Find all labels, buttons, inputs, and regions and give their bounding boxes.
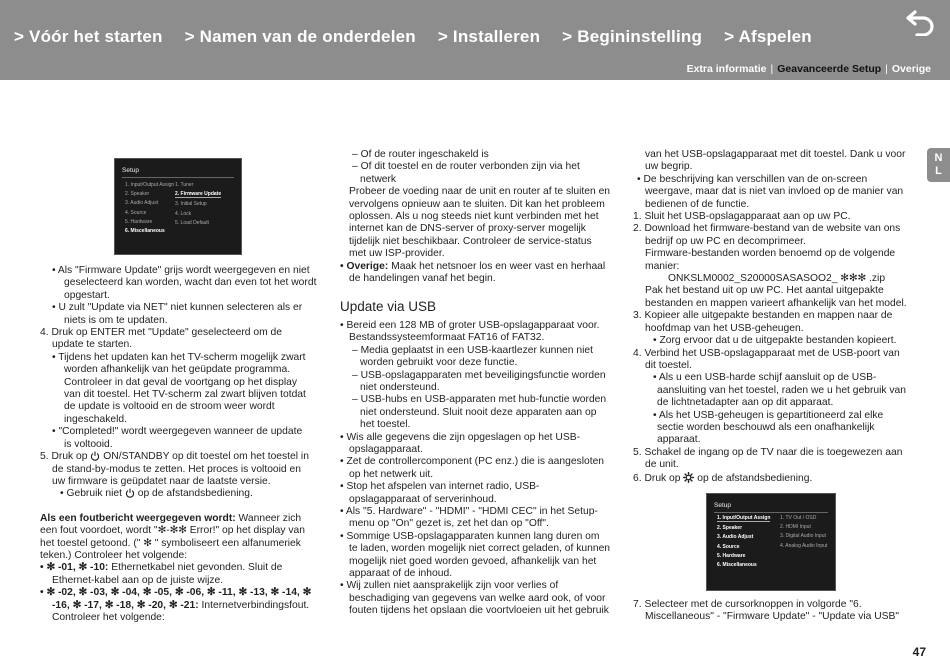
- text-line: menu op "On" gezet is, zet het dan op "Off".: [349, 518, 549, 530]
- text-fragment: ON/STANDBY op dit toestel om het toestel in: [103, 451, 309, 463]
- text-fragment: op de afstandsbediening.: [697, 472, 813, 484]
- text-line: Miscellaneous" - "Firmware Update" - "Update via USB": [645, 611, 900, 623]
- text-line: de handelingen vanaf het begin.: [349, 273, 496, 285]
- text-line: • Wij zullen niet aansprakelijk zijn voor verlies of: [340, 580, 559, 592]
- menu-item: 5. Hardware: [717, 552, 746, 559]
- text-line: te laden, worden mogelijk niet correct geladen, of kunnen: [349, 543, 611, 555]
- text-line: 4. Druk op ENTER met "Update" geselecteerd om de: [40, 327, 282, 339]
- spacer: [40, 501, 314, 513]
- text-line: van het USB-opslagapparaat met dit toestel. Dank u voor: [645, 149, 906, 160]
- subnav-other[interactable]: Overige: [891, 63, 931, 75]
- language-tab: [927, 148, 950, 182]
- text-line: Pak het bestand uit op uw PC. Het aantal uitgepakte: [645, 285, 884, 297]
- text-line: • Als het USB-geheugen is gepartitioneerd zal elke: [653, 409, 884, 421]
- text-fragment: Ethernetkabel niet gevonden. Sluit de: [108, 562, 283, 574]
- text-line: het toestel.: [360, 419, 411, 431]
- text-line: bedrijf op uw PC en decomprimeer.: [645, 235, 806, 247]
- column-middle: [340, 149, 614, 618]
- text-line: • Als "5. Hardware" - "HDMI" - "HDMI CEC" in het Setup-: [340, 505, 598, 517]
- text-line: 7. Selecteer met de cursorknoppen in volgorde "6.: [633, 599, 862, 610]
- nav-link-before-start[interactable]: > Vóór het starten: [14, 27, 163, 46]
- text-line: [40, 513, 314, 525]
- other-label: • Overige:: [340, 260, 389, 272]
- menu-item: 1. Tuner: [175, 182, 194, 188]
- gear-icon: [683, 472, 694, 483]
- menu-item: 2. HDMI Input: [780, 524, 811, 531]
- text-line: • Sommige USB-opslagapparaten kunnen lang duren om: [340, 530, 600, 542]
- text-line: dit toestel.: [645, 359, 692, 371]
- page-number: 47: [912, 645, 926, 659]
- text-line: manier:: [645, 260, 680, 272]
- text-line: Controleer in dat geval de voortgang op het display: [64, 376, 297, 388]
- text-line: bedienen of de functie.: [645, 198, 750, 210]
- text-line: 4. Verbind het USB-opslagapparaat met de USB-poort van: [633, 347, 900, 359]
- subnav-extra-info[interactable]: Extra informatie: [686, 63, 767, 75]
- text-line: • Als u een USB-harde schijf aansluit op de USB-: [653, 372, 877, 384]
- text-line: 1. Sluit het USB-opslagapparaat aan op uw PC.: [633, 211, 851, 223]
- menu-item: 6. Miscellaneous: [717, 561, 757, 568]
- text-fragment: • Gebruik niet: [60, 488, 122, 500]
- text-line: update te starten.: [52, 339, 133, 351]
- nav-link-install[interactable]: > Installeren: [437, 27, 541, 46]
- menu-item: 3. Audio Adjust: [125, 200, 159, 207]
- text-line: netwerk: [360, 173, 397, 185]
- subnav-separator: |: [885, 63, 888, 75]
- menu-item: 2. Speaker: [717, 525, 743, 532]
- text-line: de stand-by-modus te zetten. Het proces is voltooid en: [52, 463, 301, 475]
- divider: [714, 512, 828, 513]
- text-line: Controleer het volgende:: [52, 611, 165, 623]
- text-line: oplossen. Als u nog steeds niet kunt verbinden met het: [349, 211, 599, 223]
- text-line: • Stop het afspelen van internet radio, USB-: [340, 481, 540, 493]
- menu-item: 2. Speaker: [125, 191, 150, 198]
- setup-title: Setup: [122, 167, 139, 174]
- text-line: [340, 261, 614, 273]
- text-line: aansluiting van het toestel, raden we u het gebruik van: [657, 384, 907, 396]
- text-line: mogelijk niet goed worden gevoed, afhankelijk van het: [349, 555, 597, 567]
- text-line: fouten tijdens het opslaan die voortvloeien uit het gebruik: [349, 605, 609, 617]
- text-line: het toestel getoond. (" ✻ " symboliseert een alfanumeriek: [40, 537, 301, 549]
- text-line: • ✻ -02, ✻ -03, ✻ -04, ✻ -05, ✻ -06, ✻ -11, ✻ -13, ✻ -14, ✻: [40, 587, 312, 599]
- text-line: worden afhankelijk van het geüpdate programma.: [64, 364, 291, 376]
- text-fragment: Maak het netsnoer los en weer vast en herhaal: [388, 260, 606, 272]
- text-line: de lichtnetadapter aan op dit apparaat.: [657, 397, 834, 409]
- text-line: met uw ISP-provider.: [349, 248, 445, 260]
- text-line: niets is om te updaten.: [64, 314, 168, 326]
- menu-item: 4. Analog Audio Input: [780, 542, 828, 549]
- menu-item: 5. Load Default: [175, 219, 209, 226]
- text-line: beschadiging van gegevens van welke aard ook, of voor: [349, 592, 606, 604]
- menu-item: 1. Input/Output Assign: [125, 182, 175, 188]
- text-line: – Of de router ingeschakeld is: [352, 149, 489, 160]
- text-line: tijdelijk niet beschikbaar. Controleer de service-status: [349, 235, 592, 247]
- text-line: 5. Schakel de ingang op de TV naar die is toegewezen aan: [633, 446, 903, 458]
- text-line: hoofdmap van het USB-geheugen.: [645, 322, 804, 334]
- setup-title: Setup: [714, 502, 731, 509]
- text-line: Firmware-bestanden worden benoemd op de volgende: [645, 248, 896, 260]
- text-line: [40, 562, 314, 574]
- text-line: worden gebruikt voor deze functie.: [360, 357, 518, 369]
- menu-item: 5. Hardware: [125, 218, 153, 225]
- text-line: – Of dit toestel en de router verbonden zijn via het: [352, 161, 580, 173]
- text-line: teken.) Controleer het volgende:: [40, 549, 188, 561]
- menu-item: 4. Source: [125, 209, 147, 216]
- menu-item-selected: 2. Firmware Update: [175, 191, 222, 198]
- power-icon: [125, 488, 135, 498]
- text-line: Ethernet-kabel aan op de juiste wijze.: [52, 574, 224, 586]
- menu-item: 3. Initial Setup: [175, 201, 207, 208]
- top-navigation-bar: [0, 0, 950, 58]
- text-line: 3. Kopieer alle uitgepakte bestanden en mappen naar de: [633, 310, 893, 322]
- text-line: Probeer de voeding naar de unit en router af te sluiten en: [349, 186, 611, 198]
- sub-nav: [687, 63, 931, 75]
- text-line: Bestandssysteemformaat FAT16 of FAT32.: [349, 332, 545, 344]
- text-line: • De beschrijving kan verschillen van de on-screen: [637, 173, 868, 185]
- text-line: • Tijdens het updaten kan het TV-scherm mogelijk zwart: [52, 351, 306, 363]
- text-line: – Media geplaatst in een USB-kaartlezer kunnen niet: [352, 344, 593, 356]
- text-fragment: 6. Druk op: [633, 472, 681, 484]
- text-line: vervolgens opnieuw aan te sluiten. Dit kan het probleem: [349, 198, 605, 210]
- setup-main-menu: [125, 182, 174, 234]
- menu-item: 3. Digital Audio Input: [780, 533, 826, 540]
- nav-link-playback[interactable]: > Afspelen: [724, 27, 812, 46]
- column-right-continued: [633, 599, 913, 624]
- text-line: • Wis alle gegevens die zijn opgeslagen op het USB-: [340, 431, 581, 443]
- text-line: apparaat.: [657, 434, 701, 446]
- error-codes: • ✻ -01, ✻ -10:: [40, 562, 109, 574]
- text-line: niet ondersteund. Sluit nooit deze apparaten aan op: [360, 406, 597, 418]
- text-line: – USB-hubs en USB-apparaten met hub-functie worden: [352, 394, 607, 406]
- column-right: [633, 149, 913, 485]
- section-heading: Update via USB: [340, 299, 437, 315]
- text-line: • "Completed!" wordt weergegeven wanneer de update: [52, 426, 303, 438]
- text-fragment: op de afstandsbediening.: [137, 488, 253, 500]
- text-line: [40, 488, 314, 500]
- text-line: ONKSLM0002_S20000SASASOO2_ ✻✻✻ .zip: [668, 273, 886, 285]
- language-tab-letter: N: [934, 152, 943, 164]
- text-line: uw firmware is geüpdatet naar de laatste versie.: [52, 475, 271, 487]
- text-fragment: 5. Druk op: [40, 451, 88, 463]
- text-line: internet kan de DNS-server of proxy-server mogelijk: [349, 223, 586, 235]
- text-line: • Bereid een 128 MB of groter USB-opslagapparaat voor.: [340, 319, 600, 331]
- text-line: opgestart.: [64, 289, 110, 301]
- menu-item: 1. TV Out / OSD: [780, 515, 817, 521]
- text-line: weergave, maar dat is niet van invloed op de manier van: [645, 186, 904, 198]
- text-line: apparaat of de inhoud.: [349, 568, 453, 579]
- text-line: op het netwerk uit.: [349, 468, 434, 480]
- power-icon: [90, 451, 100, 461]
- text-line: niet ondersteund.: [360, 381, 440, 393]
- text-line: [40, 600, 314, 612]
- nav-link-part-names[interactable]: > Namen van de onderdelen: [184, 27, 416, 46]
- setup-sub-menu: [175, 182, 221, 226]
- menu-item: 3. Audio Adjust: [717, 534, 754, 541]
- subnav-advanced-setup[interactable]: Geavanceerde Setup: [777, 63, 882, 75]
- menu-item-selected: 6. Miscellaneous: [125, 227, 165, 234]
- text-line: • U zult "Update via NET" niet kunnen selecteren als er: [52, 302, 303, 314]
- language-tab-letter: L: [935, 165, 942, 177]
- text-fragment: Internetverbindingsfout.: [198, 599, 310, 611]
- text-fragment: Wanneer zich: [235, 512, 302, 524]
- text-line: een fout voordoet, wordt "✻-✻✻ Error!" op het display van: [40, 525, 305, 537]
- text-line: opslagapparaat of serverinhoud.: [349, 493, 497, 505]
- text-line: bestanden en mappen varieert afhankelijk van het model.: [645, 297, 907, 309]
- menu-item: 4. Lock: [175, 210, 192, 217]
- text-line: [633, 472, 913, 485]
- text-line: van dit toestel. Het TV-scherm zal zwart blijven totdat: [64, 389, 306, 401]
- text-line: 2. Download het firmware-bestand van de website van ons: [633, 223, 901, 235]
- error-heading: Als een foutbericht weergegeven wordt:: [40, 512, 236, 524]
- error-codes: -16, ✻ -17, ✻ -18, ✻ -20, ✻ -21:: [52, 599, 199, 611]
- text-line: geselecteerd kan worden, wacht dan even tot het wordt: [64, 277, 317, 289]
- divider: [122, 177, 234, 178]
- text-line: [40, 451, 314, 463]
- back-arrow-icon[interactable]: [906, 8, 936, 36]
- text-line: • Zet de controllercomponent (PC enz.) die is aangesloten: [340, 456, 605, 468]
- nav-link-initial-setup[interactable]: > Begininstelling: [562, 27, 703, 46]
- text-line: • Als "Firmware Update" grijs wordt weergegeven en niet: [52, 265, 310, 276]
- setup-menu-screenshot: [114, 158, 242, 255]
- main-nav: [14, 27, 812, 47]
- setup-menu-screenshot: [706, 493, 836, 591]
- text-line: is voltooid.: [64, 438, 113, 450]
- text-line: – USB-opslagapparaten met beveiligingsfunctie worden: [352, 369, 606, 381]
- text-line: de unit.: [645, 459, 679, 471]
- text-line: • Zorg ervoor dat u de uitgepakte bestanden kopieert.: [653, 335, 897, 347]
- text-line: opslagapparaat.: [349, 443, 423, 455]
- text-line: de update is voltooid en de stroom weer wordt: [64, 401, 275, 413]
- text-line: sectie worden beschouwd als een onafhankelijk: [657, 421, 875, 433]
- text-line: uw begrip.: [645, 161, 693, 173]
- menu-item: 4. Source: [717, 543, 740, 550]
- subnav-separator: |: [770, 63, 774, 75]
- setup-main-menu: [717, 515, 770, 568]
- sub-navigation-bar: [0, 58, 950, 80]
- column-left: [40, 265, 317, 624]
- menu-item-selected: 1. Input/Output Assign: [717, 515, 771, 521]
- setup-sub-menu: [780, 515, 827, 549]
- text-line: ingeschakeld.: [64, 413, 127, 425]
